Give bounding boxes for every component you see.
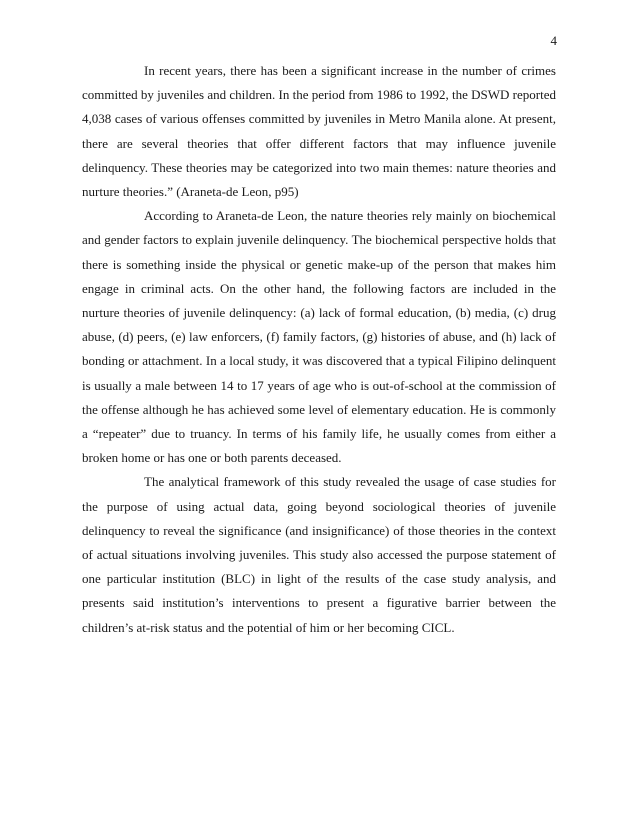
page-number: 4 — [550, 33, 557, 48]
body-text — [82, 59, 556, 640]
paragraph-3: The analytical framework of this study revealed the usage of case studies for the purpose of using actual data, going beyond sociological theories of juvenile delinquency to reveal the significance (and insignificance) of those theories in the context of actual situations involving juveniles. This study also accessed the purpose statement of one particular institution (BLC) in light of the results of the case study analysis, and presents said institution’s interventions to present a figurative barrier between the children’s at-risk status and the potential of him or her becoming CICL. — [82, 474, 556, 635]
paragraph-1: In recent years, there has been a significant increase in the number of crimes committed by juveniles and children. In the period from 1986 to 1992, the DSWD reported 4,038 cases of various offenses committed by juveniles in Metro Manila alone. At present, there are several theories that offer different factors that may influence juvenile delinquency. These theories may be categorized into two main themes: nature theories and nurture theories.” (Araneta-de Leon, p95) — [82, 63, 556, 200]
paragraph-2: According to Araneta-de Leon, the nature theories rely mainly on biochemical and gender factors to explain juvenile delinquency. The biochemical perspective holds that there is something inside the physical or genetic make-up of the person that makes him engage in criminal acts. On the other hand, the following factors are included in the nurture theories of juvenile delinquency: (a) lack of formal education, (b) media, (c) drug abuse, (d) peers, (e) law enforcers, (f) family factors, (g) histories of abuse, and (h) lack of bonding or attachment. In a local study, it was discovered that a typical Filipino delinquent is usually a male between 14 to 17 years of age who is out-of-school at the commission of the offense although he has achieved some level of elementary education. He is commonly a “repeater” due to truancy. In terms of his family life, he usually comes from either a broken home or has one or both parents deceased. — [82, 208, 556, 466]
